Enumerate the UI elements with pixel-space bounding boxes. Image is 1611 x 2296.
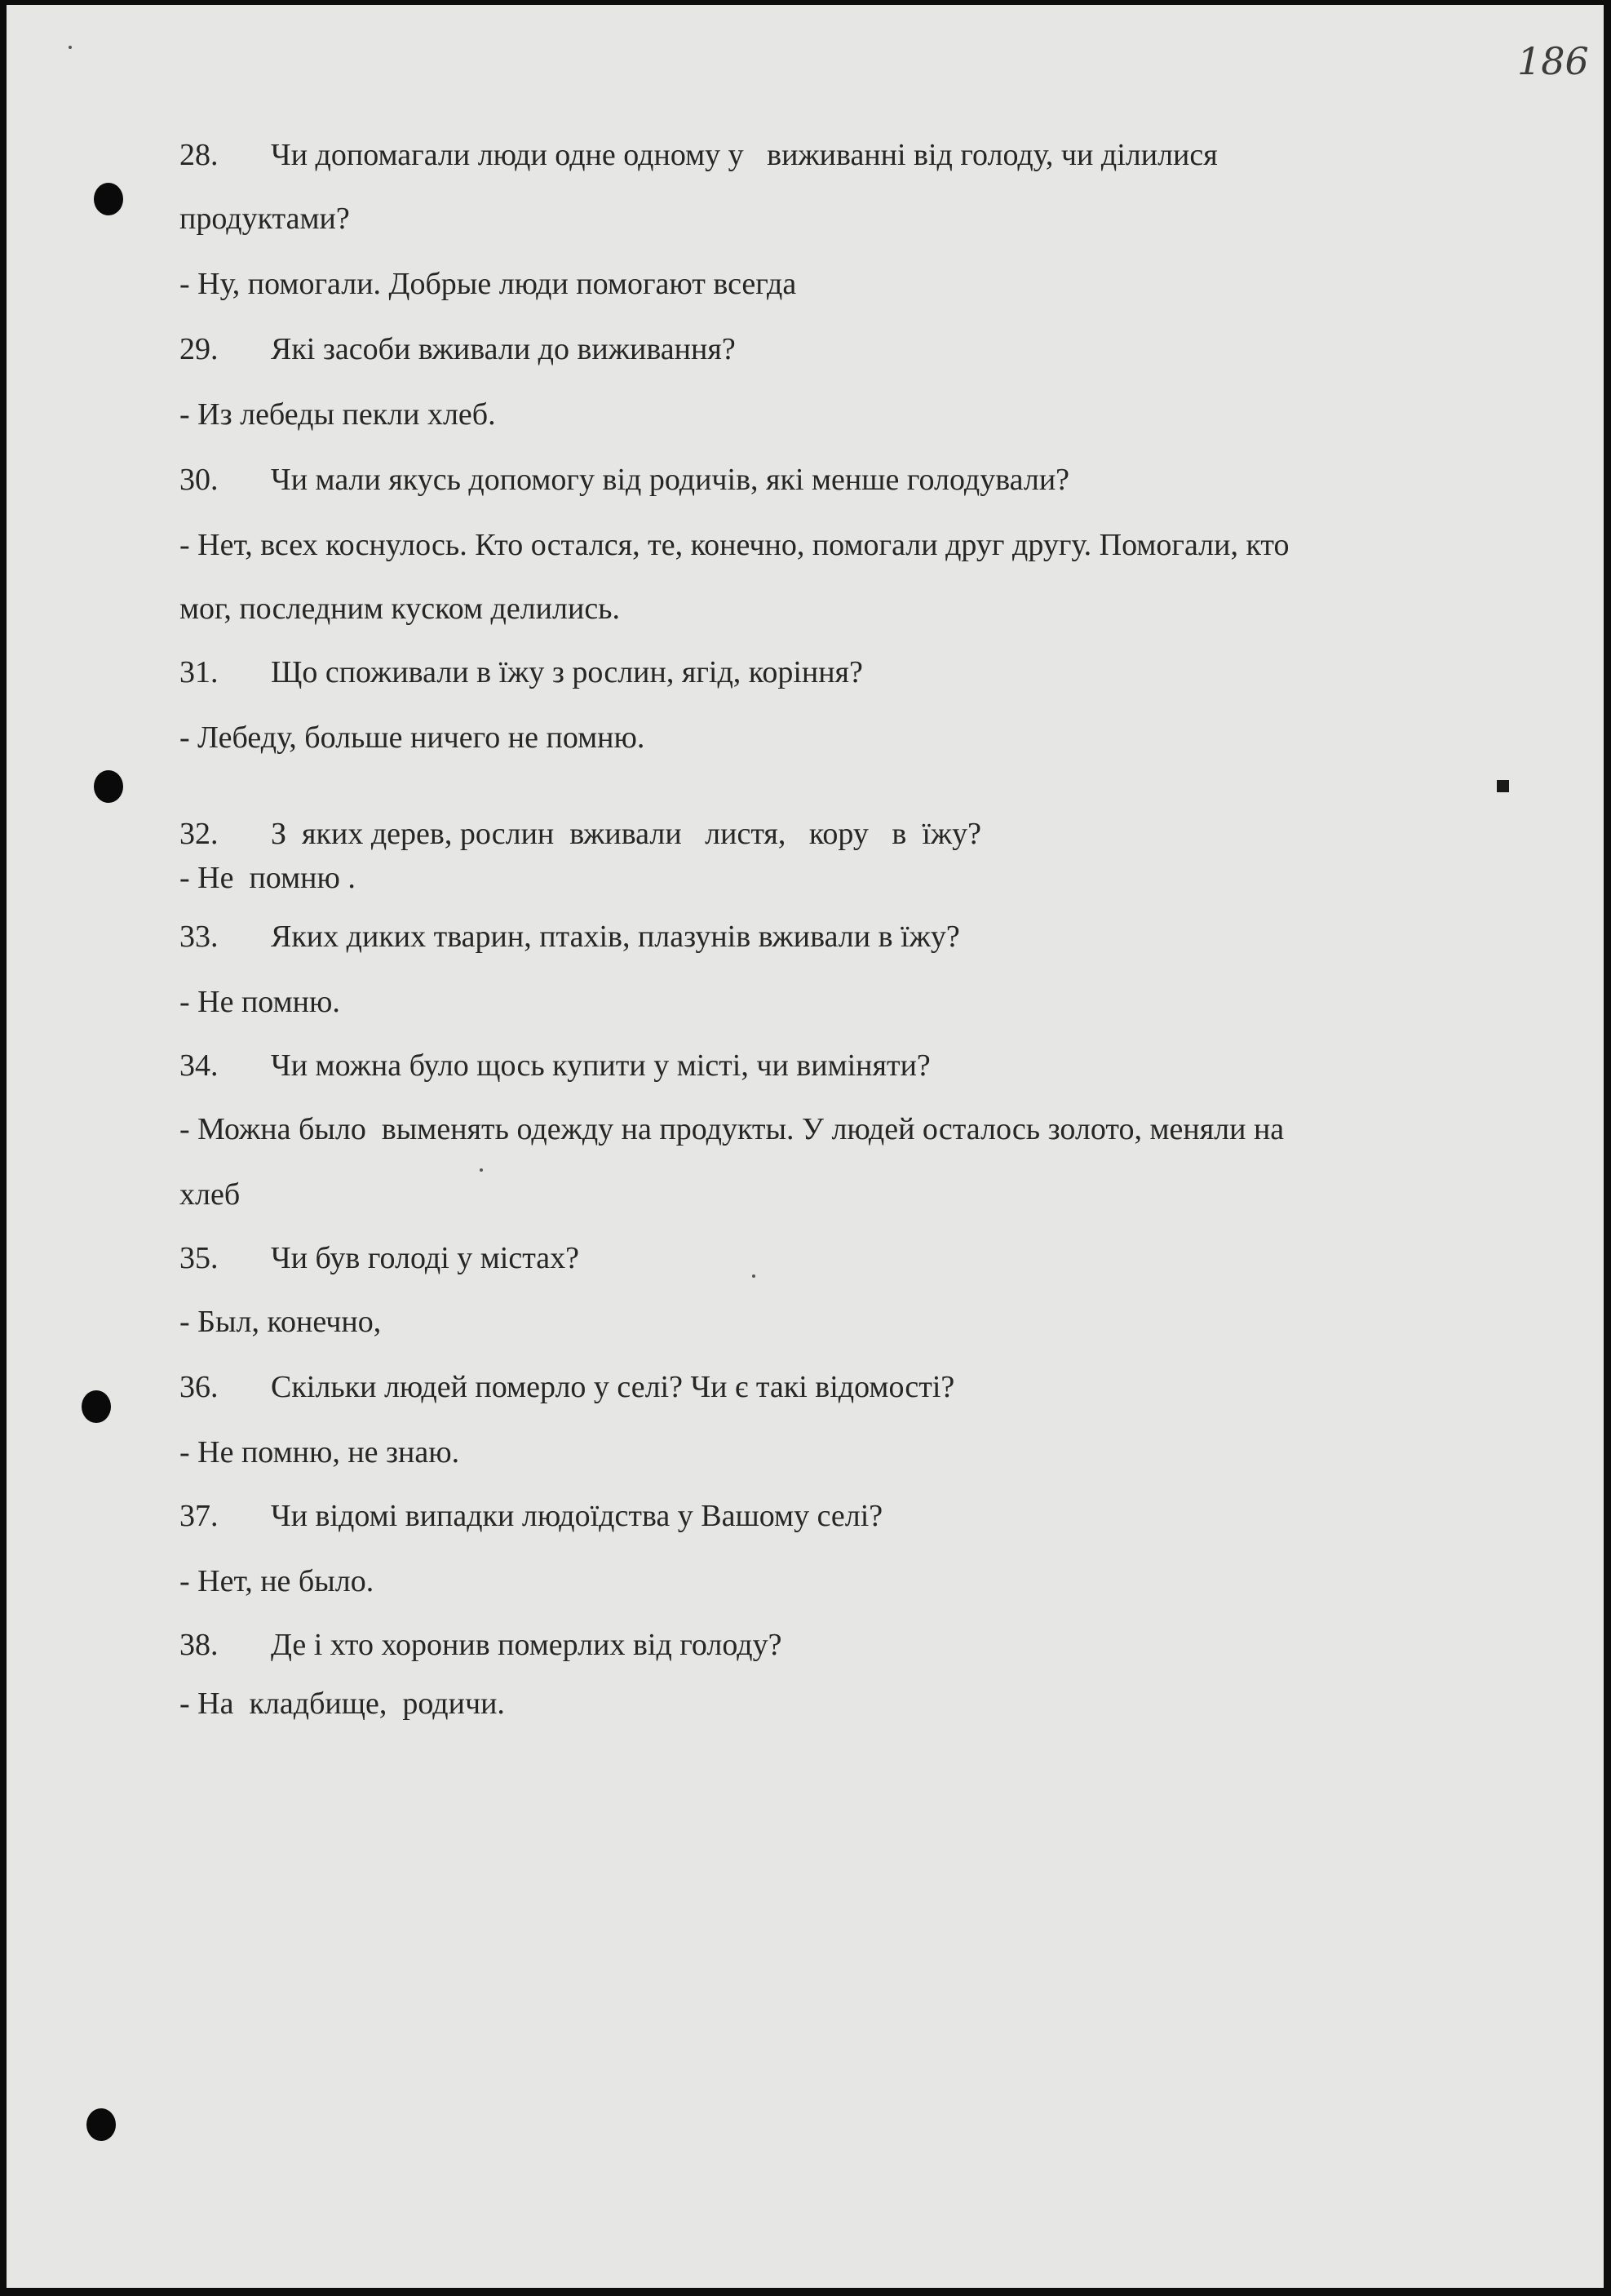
answer-continuation: мог, последним куском делились. bbox=[179, 592, 621, 626]
question-text: Що споживали в їжу з рослин, ягід, коріння? bbox=[271, 655, 863, 689]
question-text: Чи можна було щось купити у місті, чи виміняти? bbox=[271, 1048, 931, 1083]
punch-hole bbox=[94, 183, 123, 215]
document-page bbox=[7, 5, 1604, 2288]
question-text: Чи був голоді у містах? bbox=[271, 1241, 580, 1275]
question-line bbox=[179, 137, 1218, 173]
question-line bbox=[179, 1240, 579, 1276]
question-line bbox=[179, 654, 863, 690]
question-text: Які засоби вживали до виживання? bbox=[271, 332, 736, 366]
answer-text: - На кладбище, родичи. bbox=[179, 1687, 505, 1721]
question-number: 35. bbox=[179, 1241, 219, 1275]
speck bbox=[752, 1274, 755, 1278]
question-number: 34. bbox=[179, 1048, 219, 1083]
question-number: 36. bbox=[179, 1370, 219, 1404]
question-line bbox=[179, 462, 1069, 498]
question-number: 38. bbox=[179, 1628, 219, 1662]
question-number: 28. bbox=[179, 138, 219, 172]
answer-text: - Не помню. bbox=[179, 985, 340, 1019]
answer-text: - Из лебеды пекли хлеб. bbox=[179, 397, 496, 432]
question-text: З яких дерев, рослин вживали листя, кору в їжу? bbox=[271, 817, 982, 851]
question-text: Яких диких тварин, птахів, плазунів вживали в їжу? bbox=[271, 920, 960, 954]
question-text: Скільки людей померло у селі? Чи є такі відомості? bbox=[271, 1370, 955, 1404]
question-line bbox=[179, 1498, 883, 1534]
question-line bbox=[179, 1627, 782, 1663]
punch-hole bbox=[94, 770, 123, 803]
question-line bbox=[179, 816, 981, 852]
punch-hole bbox=[82, 1390, 111, 1423]
answer-text: - Можна было выменять одежду на продукты. У людей осталось золото, меняли на bbox=[179, 1112, 1285, 1146]
answer-text: - Не помню . bbox=[179, 861, 356, 895]
answer-text: - Нет, не было. bbox=[179, 1564, 374, 1598]
answer-text: - Нет, всех коснулось. Кто остался, те, конечно, помогали друг другу. Помогали, кто bbox=[179, 528, 1290, 562]
question-text: Чи відомі випадки людоїдства у Вашому селі? bbox=[271, 1499, 883, 1533]
question-line bbox=[179, 919, 960, 955]
question-number: 29. bbox=[179, 332, 219, 366]
answer-text: - Был, конечно, bbox=[179, 1305, 382, 1339]
answer-text: - Ну, помогали. Добрые люди помогают всегда bbox=[179, 267, 797, 301]
question-line bbox=[179, 1048, 931, 1084]
question-number: 33. bbox=[179, 920, 219, 954]
question-number: 37. bbox=[179, 1499, 219, 1533]
question-number: 32. bbox=[179, 817, 219, 851]
question-text: Чи мали якусь допомогу від родичів, які менше голодували? bbox=[271, 463, 1070, 497]
question-text: Де і хто хоронив померлих від голоду? bbox=[271, 1628, 782, 1662]
question-continuation: продуктами? bbox=[179, 202, 350, 236]
speck bbox=[69, 46, 72, 49]
question-text: Чи допомагали люди одне одному у виживанні від голоду, чи ділилися bbox=[271, 138, 1218, 172]
answer-continuation: хлеб bbox=[179, 1177, 241, 1212]
answer-text: - Лебеду, больше ничего не помню. bbox=[179, 720, 645, 755]
speck bbox=[480, 1168, 483, 1172]
question-number: 31. bbox=[179, 655, 219, 689]
page-number: 186 bbox=[1517, 39, 1589, 83]
square-mark bbox=[1497, 780, 1509, 792]
question-number: 30. bbox=[179, 463, 219, 497]
question-line bbox=[179, 331, 736, 367]
punch-hole bbox=[86, 2108, 116, 2141]
question-line bbox=[179, 1369, 954, 1405]
answer-text: - Не помню, не знаю. bbox=[179, 1435, 460, 1469]
